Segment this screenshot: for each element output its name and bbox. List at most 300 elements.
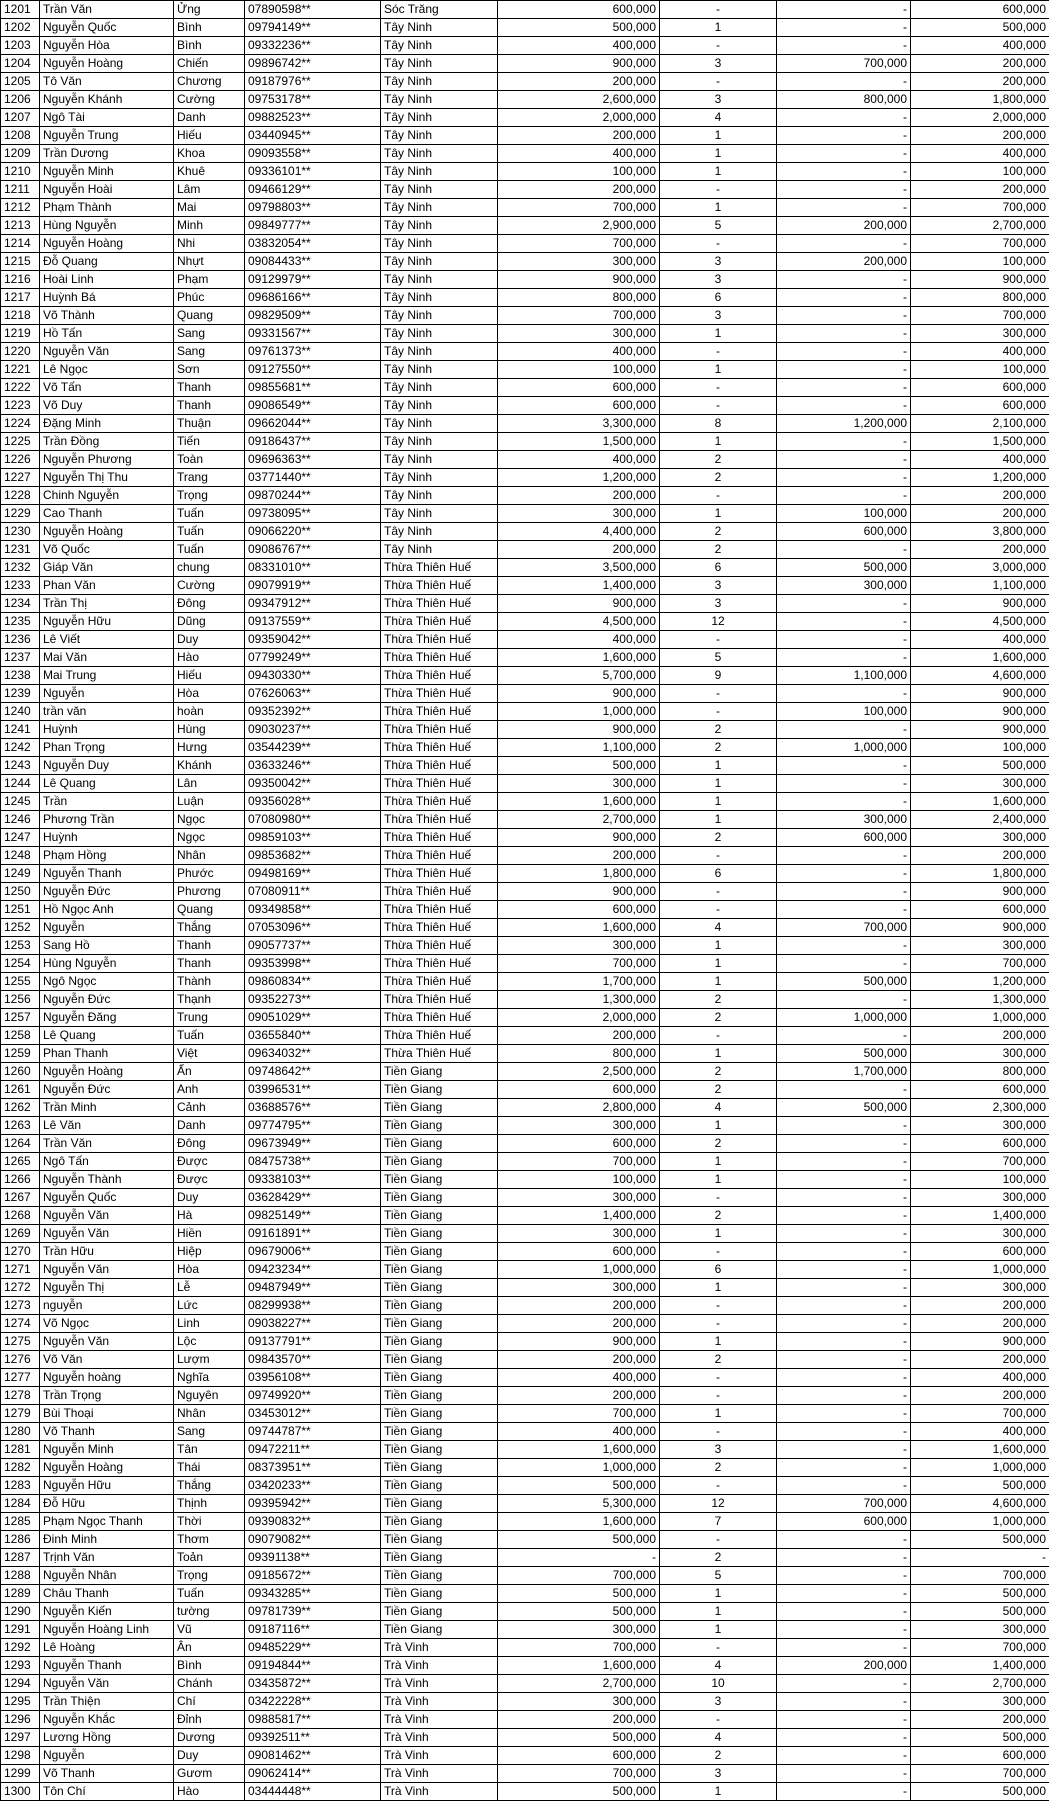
cell-net-amount: 200,000 <box>911 1027 1049 1045</box>
cell-first-name: Phương <box>174 883 245 901</box>
cell-phone-number: 09352392** <box>245 703 381 721</box>
cell-amount: 200,000 <box>498 1387 660 1405</box>
cell-count: 2 <box>660 1459 777 1477</box>
table-row <box>1 217 1049 235</box>
cell-amount: 200,000 <box>498 73 660 91</box>
cell-province: Thừa Thiên Huế <box>381 577 498 595</box>
cell-last-middle-name: Lương Hồng <box>40 1729 174 1747</box>
cell-province: Tiền Giang <box>381 1567 498 1585</box>
cell-first-name: Ửng <box>174 1 245 19</box>
cell-net-amount: 1,800,000 <box>911 91 1049 109</box>
cell-province: Tây Ninh <box>381 109 498 127</box>
cell-count: 2 <box>660 541 777 559</box>
table-row <box>1 1657 1049 1675</box>
cell-last-middle-name: Nguyễn Trung <box>40 127 174 145</box>
table-row <box>1 1279 1049 1297</box>
cell-deduction: 700,000 <box>777 1495 911 1513</box>
cell-amount: 600,000 <box>498 1747 660 1765</box>
cell-row-number: 1259 <box>1 1045 40 1063</box>
cell-row-number: 1219 <box>1 325 40 343</box>
cell-province: Tây Ninh <box>381 451 498 469</box>
cell-amount: 200,000 <box>498 1297 660 1315</box>
cell-phone-number: 09761373** <box>245 343 381 361</box>
cell-deduction: - <box>777 1639 911 1657</box>
cell-first-name: Hào <box>174 649 245 667</box>
cell-first-name: Việt <box>174 1045 245 1063</box>
cell-first-name: Vũ <box>174 1621 245 1639</box>
cell-phone-number: 09338103** <box>245 1171 381 1189</box>
cell-first-name: Trọng <box>174 1567 245 1585</box>
cell-last-middle-name: Huỳnh Bá <box>40 289 174 307</box>
cell-last-middle-name: Huỳnh <box>40 721 174 739</box>
table-row <box>1 1297 1049 1315</box>
cell-last-middle-name: Hồ Tấn <box>40 325 174 343</box>
table-row <box>1 307 1049 325</box>
cell-first-name: Thắng <box>174 919 245 937</box>
table-row <box>1 1495 1049 1513</box>
cell-count: - <box>660 1369 777 1387</box>
cell-count: - <box>660 1189 777 1207</box>
cell-phone-number: 09849777** <box>245 217 381 235</box>
cell-row-number: 1282 <box>1 1459 40 1477</box>
cell-phone-number: 09051029** <box>245 1009 381 1027</box>
cell-first-name: Đỉnh <box>174 1711 245 1729</box>
cell-amount: 5,700,000 <box>498 667 660 685</box>
table-row <box>1 253 1049 271</box>
cell-deduction: - <box>777 325 911 343</box>
cell-count: 1 <box>660 1225 777 1243</box>
cell-province: Tiền Giang <box>381 1279 498 1297</box>
cell-first-name: Nhân <box>174 1405 245 1423</box>
table-row <box>1 1621 1049 1639</box>
cell-count: 7 <box>660 1513 777 1531</box>
cell-row-number: 1284 <box>1 1495 40 1513</box>
cell-province: Tây Ninh <box>381 325 498 343</box>
cell-last-middle-name: Phan Văn <box>40 577 174 595</box>
cell-deduction: - <box>777 289 911 307</box>
cell-amount: 300,000 <box>498 325 660 343</box>
cell-deduction: - <box>777 19 911 37</box>
cell-last-middle-name: Ngô Tài <box>40 109 174 127</box>
cell-deduction: - <box>777 847 911 865</box>
cell-row-number: 1279 <box>1 1405 40 1423</box>
cell-net-amount: 3,000,000 <box>911 559 1049 577</box>
cell-deduction: - <box>777 1333 911 1351</box>
cell-row-number: 1222 <box>1 379 40 397</box>
cell-first-name: Trang <box>174 469 245 487</box>
cell-last-middle-name: Nguyễn Đức <box>40 1081 174 1099</box>
cell-first-name: Chánh <box>174 1675 245 1693</box>
cell-province: Tây Ninh <box>381 19 498 37</box>
cell-deduction: - <box>777 685 911 703</box>
cell-net-amount: 100,000 <box>911 163 1049 181</box>
cell-first-name: Tuấn <box>174 1027 245 1045</box>
table-row <box>1 955 1049 973</box>
cell-phone-number: 09781739** <box>245 1603 381 1621</box>
cell-deduction: 1,200,000 <box>777 415 911 433</box>
cell-province: Trà Vinh <box>381 1711 498 1729</box>
cell-deduction: - <box>777 1297 911 1315</box>
cell-province: Thừa Thiên Huế <box>381 667 498 685</box>
cell-count: 3 <box>660 91 777 109</box>
table-row <box>1 1333 1049 1351</box>
cell-amount: 1,700,000 <box>498 973 660 991</box>
cell-row-number: 1300 <box>1 1783 40 1801</box>
cell-deduction: - <box>777 379 911 397</box>
cell-deduction: - <box>777 595 911 613</box>
cell-phone-number: 09860834** <box>245 973 381 991</box>
cell-first-name: Sang <box>174 1423 245 1441</box>
cell-row-number: 1228 <box>1 487 40 505</box>
cell-row-number: 1226 <box>1 451 40 469</box>
cell-count: 1 <box>660 937 777 955</box>
table-row <box>1 757 1049 775</box>
table-row <box>1 289 1049 307</box>
cell-first-name: Nhựt <box>174 253 245 271</box>
cell-amount: 500,000 <box>498 1531 660 1549</box>
cell-phone-number: 09634032** <box>245 1045 381 1063</box>
cell-amount: 300,000 <box>498 1189 660 1207</box>
cell-first-name: Lộc <box>174 1333 245 1351</box>
cell-first-name: Phước <box>174 865 245 883</box>
cell-deduction: - <box>777 1117 911 1135</box>
cell-last-middle-name: Nguyễn Hoàng <box>40 55 174 73</box>
cell-amount: 900,000 <box>498 595 660 613</box>
cell-first-name: Quang <box>174 307 245 325</box>
cell-count: 2 <box>660 1747 777 1765</box>
cell-phone-number: 03655840** <box>245 1027 381 1045</box>
cell-phone-number: 03832054** <box>245 235 381 253</box>
cell-row-number: 1264 <box>1 1135 40 1153</box>
cell-net-amount: 700,000 <box>911 1765 1049 1783</box>
cell-count: 10 <box>660 1675 777 1693</box>
cell-phone-number: 09194844** <box>245 1657 381 1675</box>
cell-province: Tây Ninh <box>381 127 498 145</box>
cell-last-middle-name: Nguyễn Kiến <box>40 1603 174 1621</box>
table-row <box>1 1585 1049 1603</box>
cell-row-number: 1274 <box>1 1315 40 1333</box>
cell-row-number: 1277 <box>1 1369 40 1387</box>
cell-amount: 700,000 <box>498 955 660 973</box>
cell-count: - <box>660 37 777 55</box>
cell-net-amount: 200,000 <box>911 73 1049 91</box>
cell-amount: 700,000 <box>498 1567 660 1585</box>
cell-first-name: Được <box>174 1171 245 1189</box>
cell-province: Sóc Trăng <box>381 1 498 19</box>
table-row <box>1 865 1049 883</box>
cell-deduction: - <box>777 1261 911 1279</box>
cell-row-number: 1297 <box>1 1729 40 1747</box>
cell-first-name: Khuê <box>174 163 245 181</box>
table-row <box>1 1 1049 19</box>
cell-province: Tiền Giang <box>381 1531 498 1549</box>
cell-count: 1 <box>660 1405 777 1423</box>
cell-first-name: Phạm <box>174 271 245 289</box>
cell-province: Trà Vinh <box>381 1747 498 1765</box>
cell-last-middle-name: Trần Thiện <box>40 1693 174 1711</box>
cell-amount: 1,600,000 <box>498 1441 660 1459</box>
table-row <box>1 1423 1049 1441</box>
table-row <box>1 1549 1049 1567</box>
cell-first-name: Thanh <box>174 379 245 397</box>
cell-first-name: Ân <box>174 1639 245 1657</box>
cell-amount: 400,000 <box>498 631 660 649</box>
cell-phone-number: 09185672** <box>245 1567 381 1585</box>
cell-row-number: 1265 <box>1 1153 40 1171</box>
cell-count: - <box>660 1423 777 1441</box>
cell-count: 1 <box>660 127 777 145</box>
cell-last-middle-name: Hồ Ngọc Anh <box>40 901 174 919</box>
cell-province: Tiền Giang <box>381 1621 498 1639</box>
cell-deduction: - <box>777 1783 911 1801</box>
cell-deduction: - <box>777 1621 911 1639</box>
cell-province: Tây Ninh <box>381 145 498 163</box>
cell-net-amount: 300,000 <box>911 829 1049 847</box>
cell-last-middle-name: Đỗ Hữu <box>40 1495 174 1513</box>
cell-first-name: Lức <box>174 1297 245 1315</box>
cell-first-name: Hòa <box>174 1261 245 1279</box>
cell-phone-number: 09686166** <box>245 289 381 307</box>
cell-deduction: - <box>777 1081 911 1099</box>
cell-deduction: - <box>777 1747 911 1765</box>
table-row <box>1 127 1049 145</box>
cell-phone-number: 08373951** <box>245 1459 381 1477</box>
cell-province: Tiền Giang <box>381 1135 498 1153</box>
cell-deduction: - <box>777 865 911 883</box>
cell-amount: 700,000 <box>498 1639 660 1657</box>
cell-phone-number: 09896742** <box>245 55 381 73</box>
cell-amount: 200,000 <box>498 1027 660 1045</box>
cell-count: 1 <box>660 1621 777 1639</box>
cell-deduction: - <box>777 991 911 1009</box>
cell-net-amount: 1,800,000 <box>911 865 1049 883</box>
cell-last-middle-name: Đinh Minh <box>40 1531 174 1549</box>
cell-province: Tây Ninh <box>381 469 498 487</box>
cell-net-amount: 2,700,000 <box>911 217 1049 235</box>
cell-amount: 600,000 <box>498 1135 660 1153</box>
table-row <box>1 523 1049 541</box>
cell-deduction: 600,000 <box>777 829 911 847</box>
cell-phone-number: 03544239** <box>245 739 381 757</box>
cell-first-name: Ẩn <box>174 1063 245 1081</box>
cell-net-amount: 900,000 <box>911 703 1049 721</box>
cell-amount: 500,000 <box>498 19 660 37</box>
cell-deduction: - <box>777 1351 911 1369</box>
cell-count: 1 <box>660 811 777 829</box>
cell-net-amount: 100,000 <box>911 739 1049 757</box>
cell-row-number: 1220 <box>1 343 40 361</box>
cell-province: Thừa Thiên Huế <box>381 703 498 721</box>
cell-last-middle-name: Ngô Ngọc <box>40 973 174 991</box>
cell-phone-number: 09430330** <box>245 667 381 685</box>
cell-count: - <box>660 1711 777 1729</box>
cell-last-middle-name: Nguyễn <box>40 1747 174 1765</box>
cell-net-amount: 900,000 <box>911 721 1049 739</box>
cell-first-name: Cường <box>174 577 245 595</box>
cell-phone-number: 09350042** <box>245 775 381 793</box>
table-row <box>1 649 1049 667</box>
cell-phone-number: 09356028** <box>245 793 381 811</box>
cell-province: Thừa Thiên Huế <box>381 955 498 973</box>
cell-deduction: - <box>777 109 911 127</box>
cell-net-amount: 200,000 <box>911 1711 1049 1729</box>
cell-province: Thừa Thiên Huế <box>381 865 498 883</box>
cell-row-number: 1251 <box>1 901 40 919</box>
table-row <box>1 109 1049 127</box>
cell-deduction: - <box>777 631 911 649</box>
cell-count: - <box>660 703 777 721</box>
cell-row-number: 1253 <box>1 937 40 955</box>
cell-province: Tiền Giang <box>381 1351 498 1369</box>
cell-amount: 1,400,000 <box>498 1207 660 1225</box>
cell-first-name: Nhân <box>174 847 245 865</box>
cell-first-name: Tuấn <box>174 1585 245 1603</box>
table-row <box>1 937 1049 955</box>
cell-phone-number: 09331567** <box>245 325 381 343</box>
cell-phone-number: 09882523** <box>245 109 381 127</box>
cell-phone-number: 09079082** <box>245 1531 381 1549</box>
cell-phone-number: 09336101** <box>245 163 381 181</box>
cell-net-amount: 600,000 <box>911 1747 1049 1765</box>
cell-count: - <box>660 883 777 901</box>
cell-net-amount: 700,000 <box>911 1153 1049 1171</box>
cell-province: Thừa Thiên Huế <box>381 757 498 775</box>
cell-last-middle-name: Nguyễn Hoàng <box>40 235 174 253</box>
cell-amount: 200,000 <box>498 847 660 865</box>
cell-net-amount: 300,000 <box>911 1279 1049 1297</box>
cell-first-name: Thanh <box>174 397 245 415</box>
cell-deduction: - <box>777 1135 911 1153</box>
cell-net-amount: 400,000 <box>911 1369 1049 1387</box>
cell-count: 4 <box>660 109 777 127</box>
cell-amount: 600,000 <box>498 1 660 19</box>
cell-last-middle-name: Nguyễn Thị Thu <box>40 469 174 487</box>
cell-net-amount: 300,000 <box>911 1693 1049 1711</box>
cell-row-number: 1249 <box>1 865 40 883</box>
cell-deduction: - <box>777 541 911 559</box>
cell-last-middle-name: trần văn <box>40 703 174 721</box>
table-row <box>1 595 1049 613</box>
cell-last-middle-name: Trần Văn <box>40 1135 174 1153</box>
cell-amount: 2,700,000 <box>498 1675 660 1693</box>
cell-count: 1 <box>660 1153 777 1171</box>
cell-first-name: Bình <box>174 37 245 55</box>
cell-last-middle-name: Võ Văn <box>40 1351 174 1369</box>
cell-net-amount: 100,000 <box>911 253 1049 271</box>
cell-row-number: 1290 <box>1 1603 40 1621</box>
cell-deduction: - <box>777 1675 911 1693</box>
cell-first-name: Duy <box>174 1747 245 1765</box>
cell-net-amount: 1,600,000 <box>911 649 1049 667</box>
cell-first-name: Nghĩa <box>174 1369 245 1387</box>
cell-province: Trà Vinh <box>381 1783 498 1801</box>
table-row <box>1 793 1049 811</box>
cell-count: 3 <box>660 253 777 271</box>
cell-phone-number: 09093558** <box>245 145 381 163</box>
cell-province: Tiền Giang <box>381 1315 498 1333</box>
cell-phone-number: 03956108** <box>245 1369 381 1387</box>
cell-amount: 400,000 <box>498 1369 660 1387</box>
cell-province: Tiền Giang <box>381 1243 498 1261</box>
cell-deduction: - <box>777 775 911 793</box>
table-row <box>1 487 1049 505</box>
cell-last-middle-name: Đặng Minh <box>40 415 174 433</box>
cell-deduction: - <box>777 1027 911 1045</box>
cell-province: Tây Ninh <box>381 487 498 505</box>
cell-province: Tây Ninh <box>381 181 498 199</box>
cell-net-amount: 1,200,000 <box>911 469 1049 487</box>
table-row <box>1 1405 1049 1423</box>
cell-last-middle-name: Nguyễn Thanh <box>40 865 174 883</box>
cell-last-middle-name: Trần <box>40 793 174 811</box>
cell-deduction: 700,000 <box>777 55 911 73</box>
cell-province: Tây Ninh <box>381 505 498 523</box>
table-row <box>1 73 1049 91</box>
cell-deduction: 800,000 <box>777 91 911 109</box>
cell-net-amount: 600,000 <box>911 1081 1049 1099</box>
cell-deduction: - <box>777 937 911 955</box>
cell-province: Thừa Thiên Huế <box>381 1027 498 1045</box>
cell-phone-number: 03420233** <box>245 1477 381 1495</box>
cell-count: 5 <box>660 649 777 667</box>
cell-net-amount: 600,000 <box>911 901 1049 919</box>
cell-last-middle-name: Trịnh Văn <box>40 1549 174 1567</box>
cell-deduction: - <box>777 1315 911 1333</box>
cell-net-amount: 2,300,000 <box>911 1099 1049 1117</box>
cell-first-name: Khánh <box>174 757 245 775</box>
cell-deduction: - <box>777 181 911 199</box>
cell-row-number: 1240 <box>1 703 40 721</box>
cell-last-middle-name: Trần Trọng <box>40 1387 174 1405</box>
cell-last-middle-name: Tô Văn <box>40 73 174 91</box>
cell-last-middle-name: Nguyễn Văn <box>40 343 174 361</box>
cell-phone-number: 09744787** <box>245 1423 381 1441</box>
cell-last-middle-name: Nguyễn Hoàng Linh <box>40 1621 174 1639</box>
table-row <box>1 577 1049 595</box>
cell-row-number: 1245 <box>1 793 40 811</box>
cell-net-amount: 2,100,000 <box>911 415 1049 433</box>
cell-amount: 2,800,000 <box>498 1099 660 1117</box>
cell-first-name: Thạnh <box>174 991 245 1009</box>
cell-province: Tiền Giang <box>381 1405 498 1423</box>
cell-province: Thừa Thiên Huế <box>381 739 498 757</box>
cell-phone-number: 09353998** <box>245 955 381 973</box>
cell-last-middle-name: Trần Thị <box>40 595 174 613</box>
cell-phone-number: 09187976** <box>245 73 381 91</box>
cell-net-amount: 1,300,000 <box>911 991 1049 1009</box>
cell-phone-number: 07626063** <box>245 685 381 703</box>
cell-phone-number: 03435872** <box>245 1675 381 1693</box>
cell-net-amount: 800,000 <box>911 1063 1049 1081</box>
cell-net-amount: 300,000 <box>911 1045 1049 1063</box>
cell-amount: 500,000 <box>498 1585 660 1603</box>
table-row <box>1 991 1049 1009</box>
cell-amount: 900,000 <box>498 271 660 289</box>
cell-phone-number: 09391138** <box>245 1549 381 1567</box>
cell-row-number: 1272 <box>1 1279 40 1297</box>
cell-row-number: 1246 <box>1 811 40 829</box>
cell-row-number: 1239 <box>1 685 40 703</box>
cell-net-amount: 700,000 <box>911 1405 1049 1423</box>
cell-row-number: 1292 <box>1 1639 40 1657</box>
cell-last-middle-name: Nguyễn Hữu <box>40 1477 174 1495</box>
cell-deduction: - <box>777 1405 911 1423</box>
cell-amount: 200,000 <box>498 1315 660 1333</box>
cell-last-middle-name: Nguyễn Đăng <box>40 1009 174 1027</box>
cell-province: Tây Ninh <box>381 361 498 379</box>
cell-net-amount: 400,000 <box>911 37 1049 55</box>
cell-deduction: 1,000,000 <box>777 1009 911 1027</box>
